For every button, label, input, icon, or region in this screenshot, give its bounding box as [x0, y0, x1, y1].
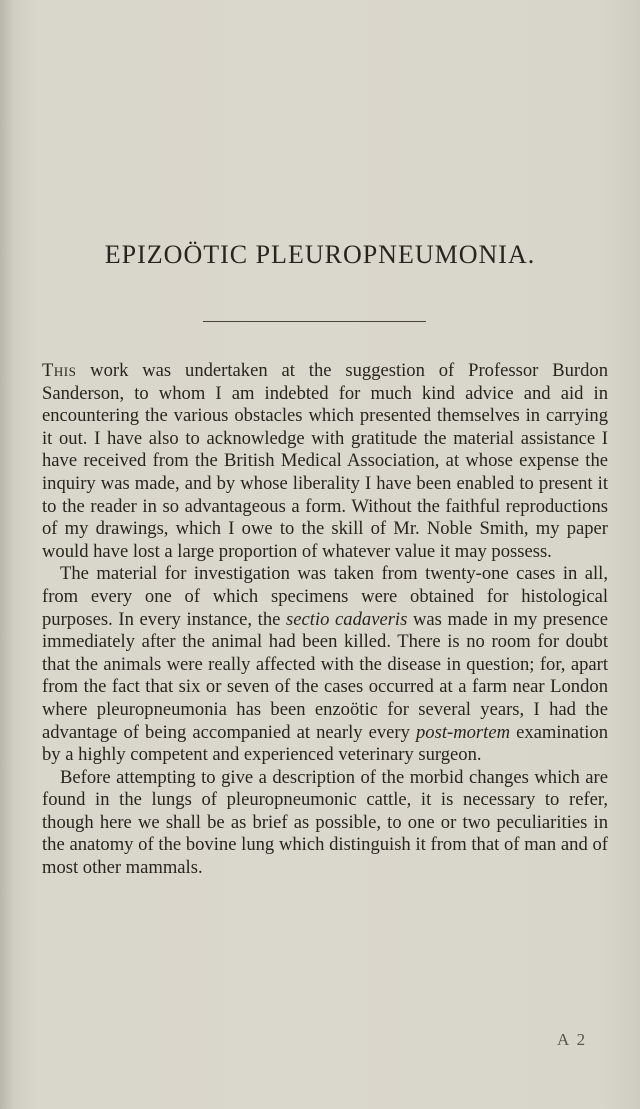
body-text: [42, 360, 608, 880]
page-gutter-shadow: [0, 0, 14, 1109]
paragraph-2-middle: was made in my presence immediately after the animal had been killed. There is no room for doubt that the animals were really affected with the disease in question; for, apart from the fact that six or seven of the cases occurred at a farm near London where pleuropneumonia has been enzoötic for several years, I had the advantage of being accompanied at nearly every: [42, 608, 608, 743]
paragraph-1: [42, 360, 608, 563]
paragraph-3: Before attempting to give a description of the morbid changes which are found in the lungs of pleuropneumonic cattle, it is necessary to refer, though here we shall be as brief as possible, to one or two peculiarities in the anatomy of the bovine lung which distinguish it from that of man and of most other mammals.: [42, 766, 608, 879]
paragraph-2-italic-postmortem: post-mortem: [416, 721, 510, 743]
paragraph-2-italic-sectio: sectio cadaveris: [286, 608, 408, 630]
title-rule: [203, 321, 426, 322]
paragraph-1-lead: This: [42, 360, 77, 381]
paragraph-2: [42, 563, 608, 766]
signature-mark: A 2: [557, 1030, 588, 1049]
paragraph-2-after: examination by a highly competent and experienced veterinary surgeon.: [42, 721, 608, 766]
paragraph-1-text: work was undertaken at the suggestion of Professor Burdon Sanderson, to whom I am indebted for much kind advice and aid in encountering the various obstacles which presented themselves in carrying it out. I have also to acknowledge with gratitude the material assistance I have received from the British Medical Association, at whose expense the inquiry was made, and by whose liberality I have been enabled to present it to the reader in so advantageous a form. Without the faithful reproductions of my drawings, which I owe to the skill of Mr. Noble Smith, my paper would have lost a large proportion of whatever value it may possess.: [42, 360, 608, 562]
paragraph-2-before: The material for investigation was taken from twenty-one cases in all, from every one of which specimens were obtained for histological purposes. In every instance, the: [42, 563, 608, 630]
page-title: EPIZOÖTIC PLEUROPNEUMONIA.: [104, 240, 536, 269]
